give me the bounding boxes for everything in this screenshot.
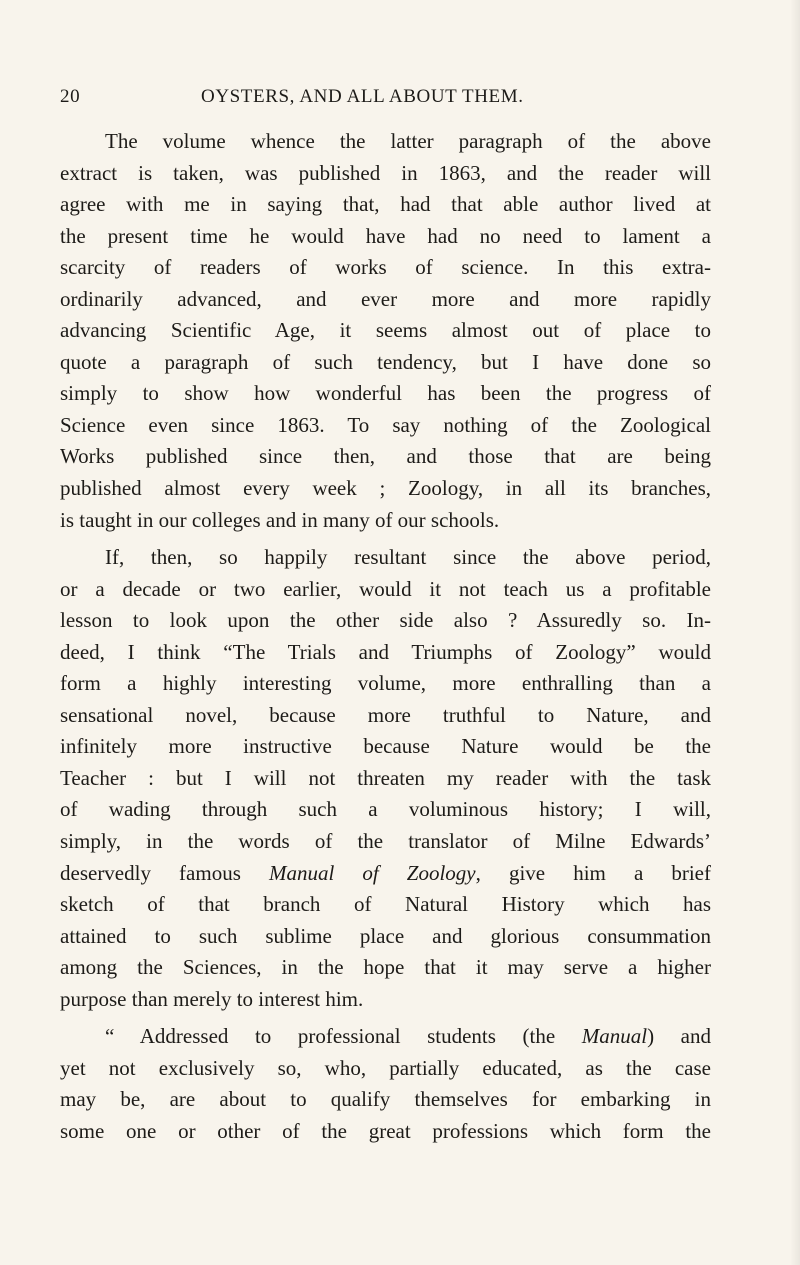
page-edge-shadow xyxy=(790,0,800,1265)
text-line: of wading through such a voluminous history; I will, xyxy=(60,797,711,822)
text-line: Teacher : but I will not threaten my reader with the task xyxy=(60,765,711,790)
running-title: OYSTERS, AND ALL ABOUT THEM. xyxy=(201,86,524,107)
body-text xyxy=(60,126,711,1148)
text-line: purpose than merely to interest him. xyxy=(60,986,364,1011)
text-line: deed, I think “The Trials and Triumphs of Zoology” would xyxy=(60,639,711,664)
text-line: advancing Scientific Age, it seems almost out of place to xyxy=(60,318,711,343)
text-line: attained to such sublime place and glorious consummation xyxy=(60,923,711,948)
text-line: sensational novel, because more truthful to Nature, and xyxy=(60,702,711,727)
text-line: may be, are about to qualify themselves for embarking in xyxy=(60,1087,711,1112)
text-line: Works published since then, and those that are being xyxy=(60,444,711,469)
text-line: The volume whence the latter paragraph of the above xyxy=(105,129,711,153)
text-line: Science even since 1863. To say nothing of the Zoological xyxy=(60,412,711,437)
paragraph xyxy=(60,542,711,1015)
text-line: among the Sciences, in the hope that it may serve a higher xyxy=(60,955,711,980)
text-line: simply to show how wonderful has been the progress of xyxy=(60,381,711,406)
text-line: lesson to look upon the other side also ? Assuredly so. In- xyxy=(60,608,711,633)
text-line: sketch of that branch of Natural History which has xyxy=(60,892,711,917)
text-line: is taught in our colleges and in many of our schools. xyxy=(60,507,500,532)
text-line: extract is taken, was published in 1863, and the reader will xyxy=(60,160,711,185)
text-line: “ Addressed to professional students (the Manual) and xyxy=(105,1024,711,1049)
text-line: some one or other of the great professions which form the xyxy=(60,1118,711,1143)
paragraph xyxy=(60,126,711,536)
book-title-italic: Manual xyxy=(581,1024,648,1049)
text-line: deservedly famous Manual of Zoology, give him a brief xyxy=(60,860,711,885)
text-line: scarcity of readers of works of science. In this extra- xyxy=(60,255,711,280)
page-number: 20 xyxy=(60,86,81,107)
book-title-italic: Manual of Zoology xyxy=(268,860,476,885)
text-line: If, then, so happily resultant since the above period, xyxy=(105,545,711,570)
text-line: yet not exclusively so, who, partially educated, as the case xyxy=(60,1055,711,1080)
text-line: the present time he would have had no need to lament a xyxy=(60,223,711,248)
text-line: or a decade or two earlier, would it not teach us a profitable xyxy=(60,576,711,601)
paragraph xyxy=(60,1021,711,1147)
text-line: agree with me in saying that, had that able author lived at xyxy=(60,192,711,217)
text-line: quote a paragraph of such tendency, but I have done so xyxy=(60,349,711,374)
text-line: simply, in the words of the translator of Milne Edwards’ xyxy=(60,829,711,854)
text-line: form a highly interesting volume, more enthralling than a xyxy=(60,671,711,696)
text-line: infinitely more instructive because Nature would be the xyxy=(60,734,711,759)
running-head xyxy=(60,86,720,116)
text-line: ordinarily advanced, and ever more and more rapidly xyxy=(60,286,711,311)
text-line: published almost every week ; Zoology, in all its branches, xyxy=(60,476,711,501)
